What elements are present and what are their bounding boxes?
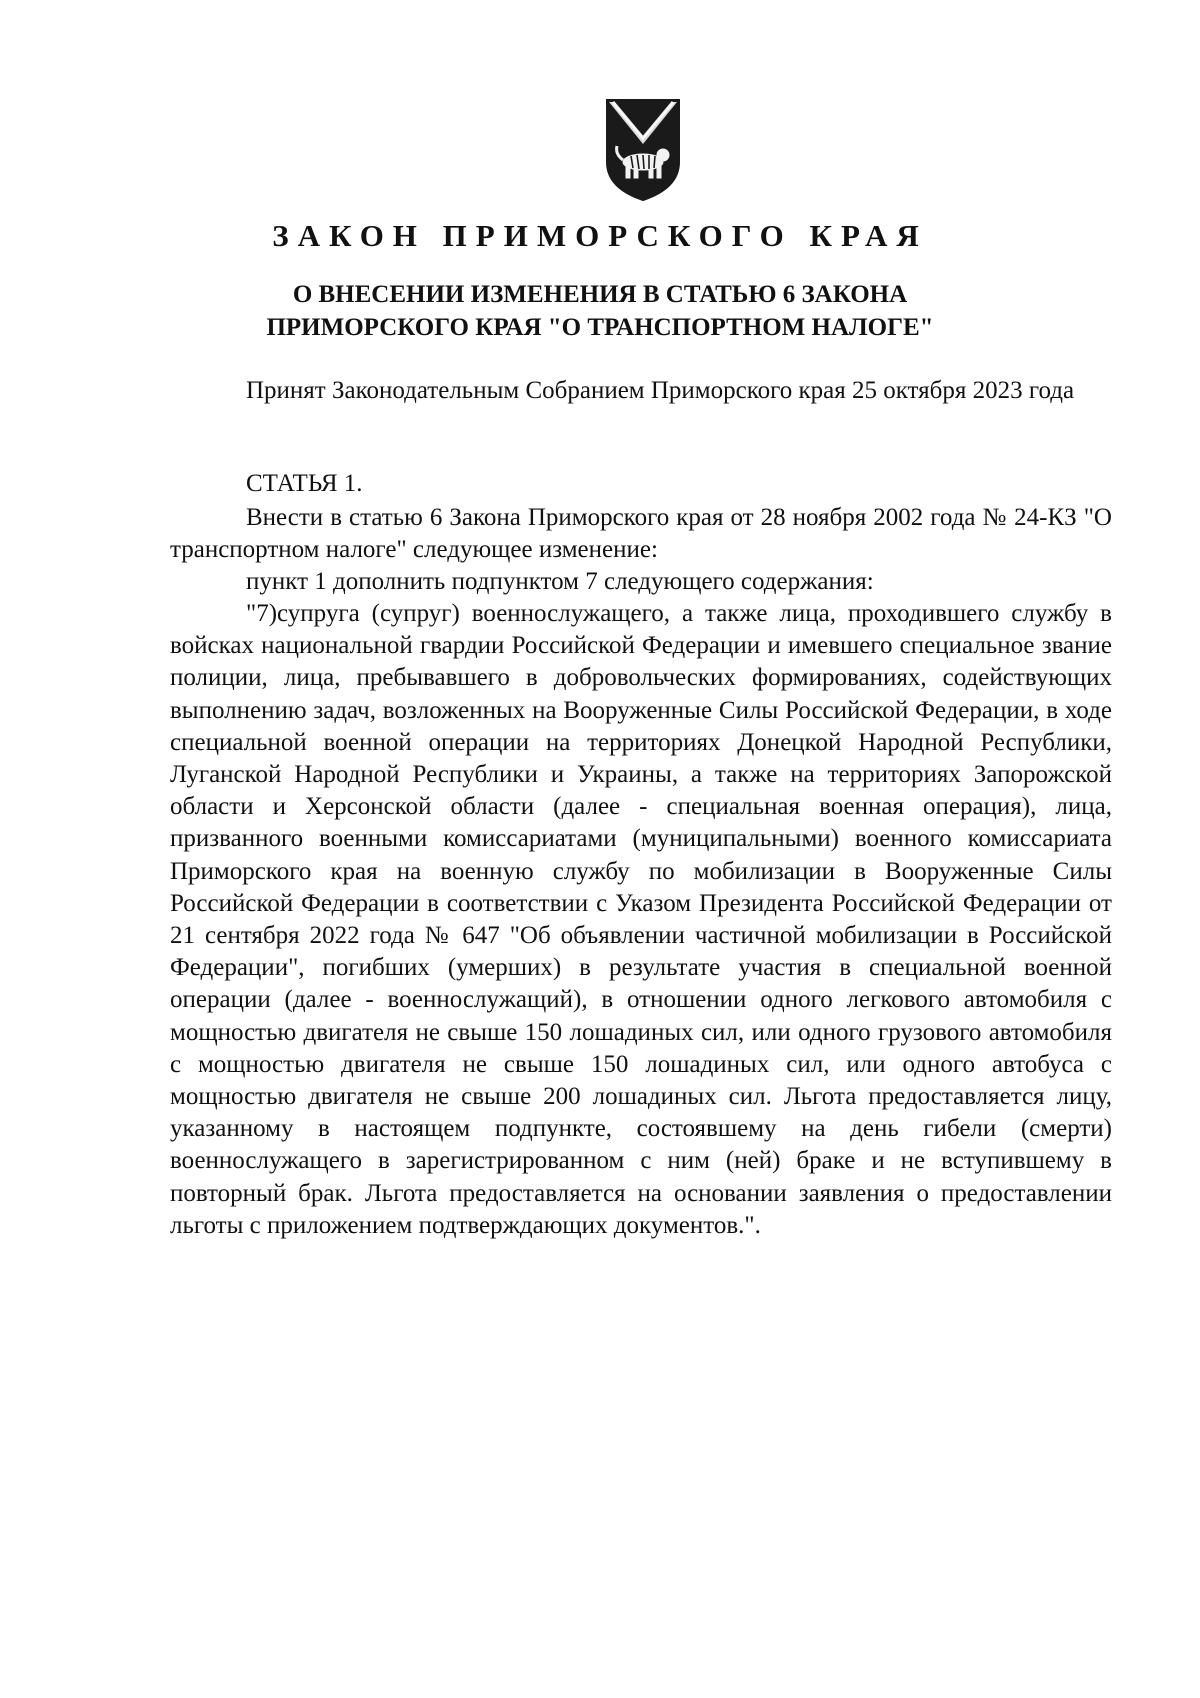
article-paragraph-2: пункт 1 дополнить подпунктом 7 следующего содержания: xyxy=(246,568,874,595)
law-title: ЗАКОН ПРИМОРСКОГО КРАЯ xyxy=(272,218,928,253)
adoption-note: Принят Законодательным Собранием Приморского края 25 октября 2023 года xyxy=(246,377,1075,404)
law-subtitle-line-2: ПРИМОРСКОГО КРАЯ "О ТРАНСПОРТНОМ НАЛОГЕ" xyxy=(266,314,934,341)
article-paragraph-1: Внести в статью 6 Закона Приморского края от 28 ноября 2002 года № 24-КЗ "О транспортном налоге" следующее изменение: xyxy=(170,504,1112,564)
law-subtitle xyxy=(0,278,1200,344)
coat-of-arms-primorsky-krai-tiger-icon xyxy=(603,96,683,202)
law-subtitle-line-1: О ВНЕСЕНИИ ИЗМЕНЕНИЯ В СТАТЬЮ 6 ЗАКОНА xyxy=(292,281,908,308)
article-paragraph-3: "7)супруга (супруг) военнослужащего, а также лица, проходившего службу в войсках национальной гвардии Российской Федерации и имевшего специальное звание полиции, лица, пребывавшего в добровольческих формированиях, содействующих выполнению задач, возложенных на Вооруженные Силы Российской Федерации, в ходе специальной военной операции на территориях Донецкой Народной Республики, Луганской Народной Республики и Украины, а также на территориях Запорожской области и Херсонской области (далее - специальная военная операция), лица, призванного военными комиссариатами (муниципальными) военного комиссариата Приморского края на военную службу по мобилизации в Вооруженные Силы Российской Федерации в соответствии с Указом Президента Российской Федерации от 21 сентября 2022 года № 647 "Об объявлении частичной мобилизации в Российской Федерации", погибших (умерших) в результате участия в специальной военной операции (далее - военнослужащий), в отношении одного легкового автомобиля с мощностью двигателя не свыше 150 лошадиных сил, или одного грузового автомобиля с мощностью двигателя не свыше 150 лошадиных сил, или одного автобуса с мощностью двигателя не свыше 200 лошадиных сил. Льгота предоставляется лицу, указанному в настоящем подпункте, состоявшему на день гибели (смерти) военнослужащего в зарегистрированном с ним (ней) браке и не вступившему в повторный брак. Льгота предоставляется на основании заявления о предоставлении льготы с приложением подтверждающих документов.". xyxy=(170,600,1112,1239)
article-heading: СТАТЬЯ 1. xyxy=(246,470,363,497)
